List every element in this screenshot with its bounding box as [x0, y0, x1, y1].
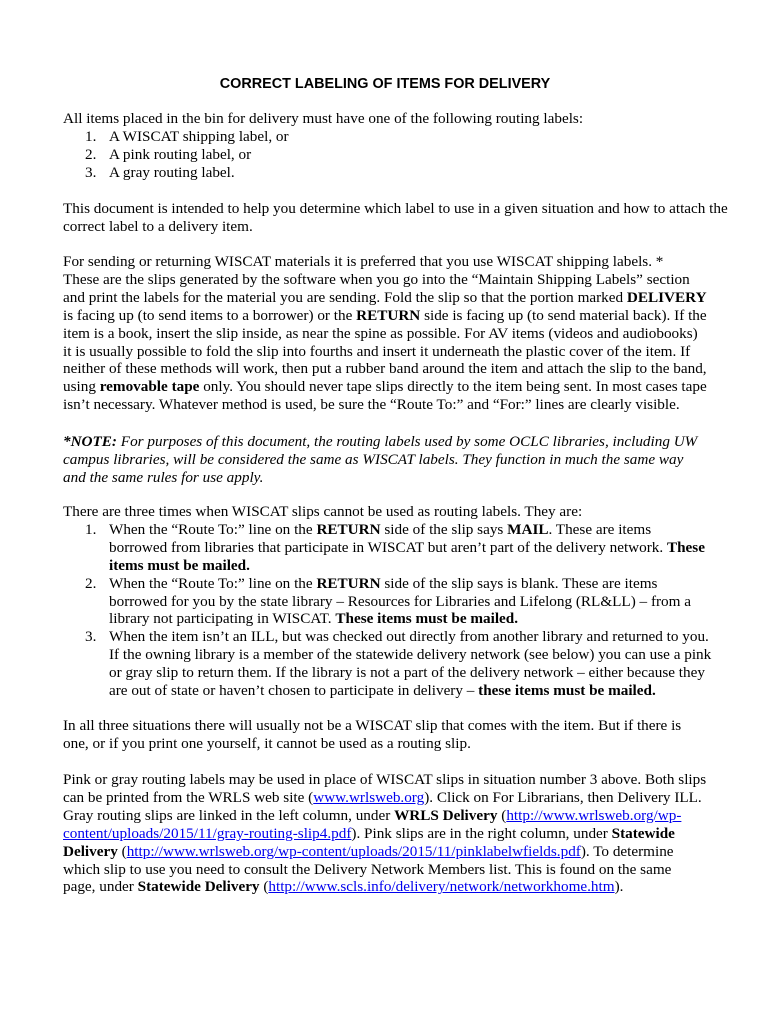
purpose-paragraph — [63, 200, 731, 236]
routing-labels-paragraph — [63, 771, 731, 896]
list-item — [63, 521, 731, 575]
text-line: it is usually possible to fold the slip into fourths and insert it underneath the plastic cover of the item. If — [63, 342, 691, 360]
text-line: which slip to use you need to consult the Delivery Network Members list. This is found on the same — [63, 860, 672, 878]
text-line: and print the labels for the material you are sending. Fold the slip so that the portion marked DELIVERY — [63, 288, 707, 306]
exceptions-paragraph — [63, 503, 731, 700]
emphasis: RETURN — [356, 306, 421, 324]
situations-paragraph — [63, 717, 731, 753]
text-line: correct label to a delivery item. — [63, 217, 253, 235]
text-line: For sending or returning WISCAT materials it is preferred that you use WISCAT shipping labels. * — [63, 253, 664, 270]
text-line: are out of state or haven’t chosen to participate in delivery – these items must be mailed. — [109, 682, 656, 700]
list-text: A pink routing label, or — [109, 145, 252, 163]
text-line: campus libraries, will be considered the same as WISCAT labels. They function in much the same way — [63, 450, 684, 468]
text-line: page, under Statewide Delivery (http://www.scls.info/delivery/network/networkhome.htm). — [63, 878, 624, 896]
exceptions-lead: There are three times when WISCAT slips cannot be used as routing labels. They are: — [63, 503, 583, 520]
list-item — [63, 628, 731, 700]
gray-slip-link[interactable]: http://www.wrlsweb.org/wp- — [506, 806, 682, 824]
emphasis: DELIVERY — [626, 288, 707, 306]
text-line: borrowed from libraries that participate in WISCAT but aren’t part of the delivery network. These — [109, 538, 705, 556]
text-line: When the “Route To:” line on the RETURN side of the slip says MAIL. These are items — [109, 520, 652, 538]
text-line: When the item isn’t an ILL, but was checked out directly from another library and returned to you. — [109, 628, 709, 646]
text-line: isn’t necessary. Whatever method is used, be sure the “Route To:” and “For:” lines are clearly visible. — [63, 396, 680, 414]
text-line: item is a book, insert the slip inside, as near the spine as possible. For AV items (videos and audiobooks) — [63, 324, 698, 342]
emphasis: removable tape — [99, 378, 200, 396]
list-item — [63, 575, 731, 629]
text-line: When the “Route To:” line on the RETURN side of the slip says is blank. These are items — [109, 574, 658, 592]
text-line: one, or if you print one yourself, it cannot be used as a routing slip. — [63, 734, 471, 752]
text-line: is facing up (to send items to a borrower) or the RETURN side is facing up (to send material back). If the — [63, 306, 707, 324]
list-number: 1. — [85, 520, 97, 538]
gray-slip-link-cont[interactable]: content/uploads/2015/11/gray-routing-slip4.pdf — [63, 824, 352, 842]
text-line: Gray routing slips are linked in the left column, under WRLS Delivery (http://www.wrlsweb.org/wp- — [63, 806, 682, 824]
text-line: If the owning library is a member of the statewide delivery network (see below) you can use a pink — [109, 646, 712, 664]
text-line: Delivery (http://www.wrlsweb.org/wp-content/uploads/2015/11/pinklabelwfields.pdf). To determine — [63, 842, 674, 860]
list-number: 2. — [85, 145, 97, 163]
pink-slip-link[interactable]: http://www.wrlsweb.org/wp-content/uploads/2015/11/pinklabelwfields.pdf — [126, 842, 581, 860]
text-line: items must be mailed. — [109, 556, 250, 574]
list-item — [63, 146, 731, 164]
text-line: These are the slips generated by the software when you go into the “Maintain Shipping Labels” section — [63, 270, 690, 288]
text-line: This document is intended to help you determine which label to use in a given situation and how to attach the — [63, 200, 728, 217]
text-line: using removable tape only. You should never tape slips directly to the item being sent. In most cases tape — [63, 378, 707, 396]
text-line: or gray slip to return them. If the library is not a part of the delivery network – either because they — [109, 664, 705, 682]
intro-paragraph — [63, 110, 731, 182]
list-number: 3. — [85, 628, 97, 646]
text-line: can be printed from the WRLS web site (www.wrlsweb.org). Click on For Librarians, then Delivery ILL. — [63, 788, 702, 806]
note-paragraph — [63, 433, 731, 487]
list-item — [63, 128, 731, 146]
wrlsweb-link[interactable]: www.wrlsweb.org — [313, 788, 425, 806]
text-line: *NOTE: For purposes of this document, the routing labels used by some OCLC libraries, including UW — [63, 433, 698, 450]
list-number: 2. — [85, 574, 97, 592]
intro-lead: All items placed in the bin for delivery must have one of the following routing labels: — [63, 110, 584, 127]
delivery-network-link[interactable]: http://www.scls.info/delivery/network/networkhome.htm — [268, 878, 615, 896]
note-label: *NOTE: — [63, 433, 117, 450]
text-line: In all three situations there will usually not be a WISCAT slip that comes with the item. But if there is — [63, 717, 682, 734]
text-line: borrowed for you by the state library – Resources for Libraries and Lifelong (RL&LL) – from a — [109, 592, 692, 610]
list-text: A gray routing label. — [109, 163, 235, 181]
page-title: CORRECT LABELING OF ITEMS FOR DELIVERY — [219, 76, 551, 92]
text-line: neither of these methods will work, then put a rubber band around the item and attach the slip to the band, — [63, 360, 707, 378]
text-line: and the same rules for use apply. — [63, 468, 264, 486]
text-line: Pink or gray routing labels may be used in place of WISCAT slips in situation number 3 above. Both slips — [63, 771, 707, 788]
list-item — [63, 164, 731, 182]
text-line: content/uploads/2015/11/gray-routing-slip4.pdf). Pink slips are in the right column, under Statewide — [63, 824, 675, 842]
list-number: 3. — [85, 163, 97, 181]
sending-paragraph — [63, 253, 731, 414]
text-line: library not participating in WISCAT. These items must be mailed. — [109, 610, 519, 628]
list-number: 1. — [85, 127, 97, 145]
list-text: A WISCAT shipping label, or — [109, 127, 289, 145]
